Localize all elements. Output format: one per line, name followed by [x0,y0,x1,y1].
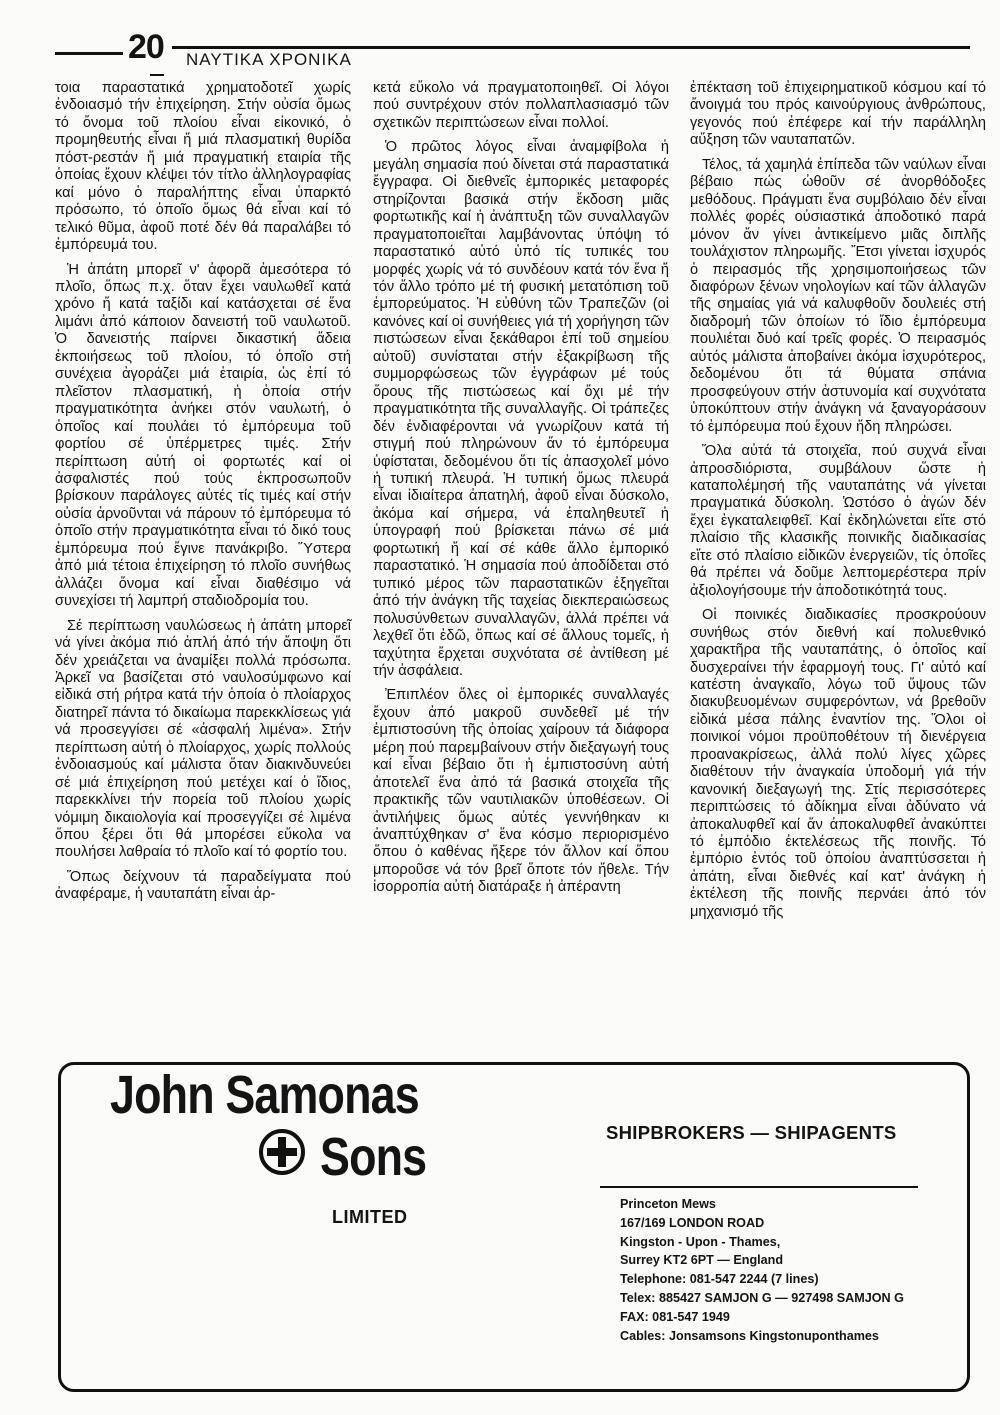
paragraph: Ὅλα αὐτά τά στοιχεῖα, πού συχνά εἶναι ἀπροσδιόριστα, συμβάλουν ὥστε ἡ καταπολέμησή τῆς ναυταπάτης νά γίνεται πραγματικά δύσκολη. Ὡστόσο ὁ ἀγών δέν ἔχει ἐγκαταλειφθεῖ. Καί ἐκδηλώνεται εἴτε στό πλαίσιο τῆς κλασικῆς ποινικῆς διαδικασίας εἴτε στό πλαίσιο εἰδικῶν ἐνεργειῶν, τίς ὁποῖες θά πρέπει νά δοῦμε λεπτομερέστερα πρίν ἀξιολογήσουμε τήν ἀποδοτικότητά τους. [690,443,986,599]
paragraph: τοια παραστατικά χρηματοδοτεῖ χωρίς ἐνδοιασμό τήν ἐπιχείρηση. Στήν οὐσία ὅμως τό ὄνομα τοῦ πλοίου εἶναι εἰκονικό, ὁ προμηθευτής εἶναι ἤ μιά πλασματική θυρίδα πόστ-ρεστάν ἤ μιά πραγματική εταιρία τῆς ὁποίας ἔχουν κλέψει τόν τίτλο ἀλληλογραφίας καί μόνο ὁ παραλήπτης εἶναι ὑπαρκτό πρόσωπο, τό ὁποῖο ὅμως θά εἶναι καί τό τελικό θῦμα, ἀφοῦ ποτέ δέν θά παραλάβει τό ἐμπόρευμά του. [55,80,351,254]
address-line: Princeton Mews [620,1197,716,1211]
paragraph: Οἱ ποινικές διαδικασίες προσκρούουν συνήθως στόν διεθνή καί πολυεθνικό χαρακτῆρα τῆς ναυταπάτης, ὁ ὁποῖος καί δυσχεραίνει τήν ἐφαρμογή τους. Γι' αὐτό καί κατέστη ἀναγκαῖο, λόγω τοῦ ὕψους τῶν διακυβευομένων συμφερόντων, νά βρεθοῦν εἰδικά μέσα πάλης ἐναντίον της. Ὅλοι οἱ ποινικοί νόμοι προϋποθέτουν τή διενέργεια προανακρίσεως, ἀλλά πολύ λίγες χῶρες διαθέτουν τήν ἀναγκαία ὑποδομή γιά τήν κανονική διεξαγωγή της. Στίς περισσότερες περιπτώσεις τό ἀδίκημα εἶναι ἀδύνατο νά ἀποκαλυφθεῖ καί ἄν ἀποκαλυφθεῖ ἀνακύπτει τό ἐμπόδιο ἐκτελέσεως τῆς ποινῆς. Τό ἐμπόριο ἐντός τοῦ ὁποίου ἀναπτύσσεται ἡ ἀπάτη, εἶναι διεθνές καί κατ' ἀνάγκη ἡ ἐκτέλεση τῆς ποινῆς περνάει ἀπό τόν μηχανισμό τῆς [690,607,986,920]
article-column-2 [373,80,669,897]
paragraph: Ὅπως δείχνουν τά παραδείγματα πού ἀναφέραμε, ἡ ναυταπάτη εἶναι ἀρ- [55,868,351,903]
paragraph: Τέλος, τά χαμηλά ἐπίπεδα τῶν ναύλων εἶναι βέβαιο πώς ὠθοῦν σέ ἀνορθόδοξες μεθόδους. Πράγματι ἕνα συμβόλαιο δέν εἶναι πολλές φορές οὐσιαστικά ἀποδοτικό παρά μόνον ἄν γίνει ἀντικείμενο μιᾶς διπλῆς τουλάχιστον πληρωμῆς. Ἔτσι γίνεται ἰσχυρός ὁ πειρασμός τῆς χρησιμοποιήσεως τῶν διαφόρων ξένων νηολογίων καί τῶν ἀλλαγῶν τῆς σημαίας γιά νά καλυφθοῦν δουλειές στή διαδρομή τῶν ὁποίων τό ἴδιο ἐμπόρευμα πουλιέται δυό καί τρεῖς φορές. Ὁ πειρασμός αὐτός μάλιστα ἀποβαίνει ἀκόμα ἰσχυρότερος, δεδομένου ὅτι τά θύματα σπάνια προσφεύγουν στήν ἀστυνομία καί συχνότατα ὑποκύπτουν στήν ἀνάγκη νά ξαναγοράσουν τό ἐμπόρευμα πού ἔχουν ἤδη πληρώσει. [690,156,986,435]
advert-company-name: John Samonas [110,1065,419,1125]
advert-divider [600,1186,918,1188]
article-column-3 [690,80,986,921]
fax-line: FAX: 081-547 1949 [620,1309,730,1324]
advert-address-block [620,1195,904,1345]
paragraph: ἐπέκταση τοῦ ἐπιχειρηματικοῦ κόσμου καί τό ἄνοιγμά του πρός καινούργιους ἀνθρώπους, γεγονός πού ἐπέφερε καί τήν παράλληλη αὔξηση τῶν ναυταπατῶν. [690,80,986,149]
paragraph: Ἡ ἀπάτη μπορεῖ ν' ἀφορᾶ ἀμεσότερα τό πλοῖο, ὅπως π.χ. ὅταν ἔχει ναυλωθεῖ κατά χρόνο ἤ κατά ταξίδι καί κατάσχεται σέ ἕνα λιμάνι ἀπό κάποιον δανειστή τοῦ ναυλωτοῦ. Ὁ δανειστής παίρνει δικαστική ἄδεια ἐκποιήσεως τοῦ πλοίου, τό ὁποῖο στή συνέχεια ἀγοράζει μιά ἑταιρία, ὡς ἐπί τό πλεῖστον πλασματική, ἡ ὁποία στήν πραγματικότητα ἀνήκει στόν ναυλωτή, ὁ ὁποῖος καί πουλάει τό ἐμπόρευμα τοῦ φορτίου σέ ὑπέρμετρες τιμές. Στήν περίπτωση αὐτή οἱ φορτωτές καί οἱ ἀσφαλιστές πού τούς ἐκπροσωποῦν βρίσκουν παράλογες αὐτές τίς τιμές καί στήν οὐσία ἀρνοῦνται νά πάρουν τό ἐμπόρευμα τό ὁποῖο στήν πραγματικότητα εἶναι τό δικό τους ἐμπόρευμα πού ἔγινε πανάκριβο. Ὕστερα ἀπό μιά τέτοια ἐπιχείρηση τό πλοῖο συνήθως ἀλλάζει ὄνομα καί εἶναι διαθέσιμο νά συνεχίσει τή λαμπρή σταδιοδρομία του. [55,261,351,610]
address-line: Surrey KT2 6PT — England [620,1253,784,1268]
paragraph: Σέ περίπτωση ναυλώσεως ἡ ἀπάτη μπορεῖ νά γίνει ἀκόμα πιό ἁπλή ἀπό τήν ἄποψη ὅτι δέν χρειάζεται να ἀναμίξει πολλά πρόσωπα. Ἀρκεῖ να βασίζεται στό ναυλοσύμφωνο καί εἰδικά στή ρήτρα κατά τήν ὁποία ὁ πλοίαρχος διατηρεῖ πάντα τό δικαίωμα παρεκκλίσεως γιά νά προσεγγίσει σέ «ἀσφαλή λιμένα». Στήν περίπτωση αὐτή ὁ πλοίαρχος, χωρίς πολλούς ἐνδοιασμούς καί μάλιστα ὅταν διακινδυνεύει σέ μιά ἐπιχείρηση πού μετέχει καί ὁ ἴδιος, παρεκκλίνει τήν πορεία τοῦ πλοίου χωρίς νόμιμη δικαιολογία καί προσεγγίζει σέ λιμένα ὅπου ξέρει ὅτι θά μπορέσει εὔκολα να πουλήσει λαθραία τό πλοῖο καί τό φορτίο του. [55,617,351,861]
telephone-line: Telephone: 081-547 2244 (7 lines) [620,1272,819,1287]
paragraph: Ὁ πρῶτος λόγος εἶναι ἀναμφίβολα ἡ μεγάλη σημασία πού δίνεται στά παραστατικά ἔγγραφα. Οἱ διεθνεῖς ἐμπορικές μεταφορές στηρίζονται βασικά στήν ἔκδοση μιᾶς φορτωτικῆς καί ἡ ἀνάπτυξη τῶν συναλλαγῶν πραγματοποιεῖται λαμβάνοντας ὑπόψη τό παραστατικό αὐτό ὑπό τίς τυπικές του μορφές χωρίς νά τό συνδέουν κατά τόν ἕνα ἤ τόν ἄλλο τρόπο μέ τή φυσική μετατόπιση τοῦ ἐμπορεύματος. Ἡ εὐθύνη τῶν Τραπεζῶν (οἱ κανόνες καί οἱ συνήθειες γιά τή χορήγηση τῶν πιστώσεων εἶναι ξεκάθαροι ἐπί τοῦ σημείου αὐτοῦ) συνίσταται στήν ἐξακρίβωση τῆς συμμορφώσεως τῶν ἐγγράφων μέ τούς ὅρους τῆς πιστώσεως καί ὄχι μέ τήν πραγματικότητα τῆς συναλλαγῆς. Οἱ τράπεζες δέν ἐνδιαφέρονται νά γνωρίζουν κατά τή στιγμή πού πληρώνουν ἄν τό ἐμπόρευμα ὑφίσταται, δεδομένου ὅτι τίς ἀπασχολεῖ μόνο ἡ τυπική πλευρά. Ἡ τυπική ὅμως πλευρά εἶναι ἰδιαίτερα ἀπατηλή, ἀφοῦ εἶναι δύσκολο, ἀκόμα καί σήμερα, νά ἐπαληθευτεῖ ἡ ὑπογραφή πού βρίσκεται πάνω σέ μιά φορτωτική ἤ καί σέ κάθε ἄλλο ἐμπορικό παραστατικό. Ἡ σημασία πού ἀποδίδεται στό τυπικό μέρος τῶν παραστατικῶν ἐξηγεῖται ἀπό τήν ἀνάγκη τῆς ταχείας διεκπεραιώσεως πολυσύνθετων συναλλαγῶν, ἀλλά πρέπει νά λεχθεῖ ὅτι ἐδῶ, ὅπως καί σέ ἄλλους τομεῖς, ἡ ταχύτητα ἔρχεται συχνότατα σέ ἀντίθεση μέ τήν ἀσφάλεια. [373,139,669,679]
header-rule-left [55,52,123,55]
advert-company-name-sons: Sons [320,1127,427,1187]
plus-circle-icon [258,1128,306,1176]
publication-title: ΝΑΥΤΙΚΑ ΧΡΟΝΙΚΑ [186,50,352,69]
address-line: Kingston - Upon - Thames, [620,1234,781,1249]
cables-line: Cables: Jonsamsons Kingstonuponthames [620,1328,879,1343]
header-rule-right [172,46,970,49]
page-number-underline [150,74,164,76]
advert-services: SHIPBROKERS — SHIPAGENTS [606,1122,897,1143]
advert-limited: LIMITED [332,1207,408,1227]
paragraph: Ἐπιπλέον ὅλες οἱ ἐμπορικές συναλλαγές ἔχουν ἀπό μακροῦ συνδεθεῖ μέ τήν ἐμπιστοσύνη τῆς ὁποίας χαίρουν τά διάφορα μέρη πού παρεμβαίνουν στήν διεξαγωγή τους καί εἶναι βέβαιο ὅτι ἡ ἐμπιστοσύνη αὐτή ἀποτελεῖ ἕνα ἀπό τά βασικά στοιχεῖα τῆς πρακτικῆς τῶν ναυτιλιακῶν ὑποθέσεων. Οἱ ἀντιλήψεις ὅμως αὐτές γεννήθηκαν κι ἀναπτύχθηκαν σ' ἕνα κόσμο περιορισμένο ὅπου ὁ καθένας ἤξερε τόν ἄλλον καί ὅπου μπορoῦσε νά τόν βρεῖ ὅποτε τόν ἤθελε. Τήν ἰσορροπία αὐτή διατάραξε ἡ ἀπέραντη [373,687,669,896]
paragraph: κετά εὔκολο νά πραγματοποιηθεῖ. Οἱ λόγοι πού συντρέχουν στόν πολλαπλασιασμό τῶν σχετικῶν περιπτώσεων εἶναι πολλοί. [373,80,669,131]
address-line: 167/169 LONDON ROAD [620,1215,765,1230]
telex-line: Telex: 885427 SAMJON G — 927498 SAMJON G [620,1290,904,1305]
article-column-1 [55,80,351,904]
page-number: 20 [128,28,164,66]
